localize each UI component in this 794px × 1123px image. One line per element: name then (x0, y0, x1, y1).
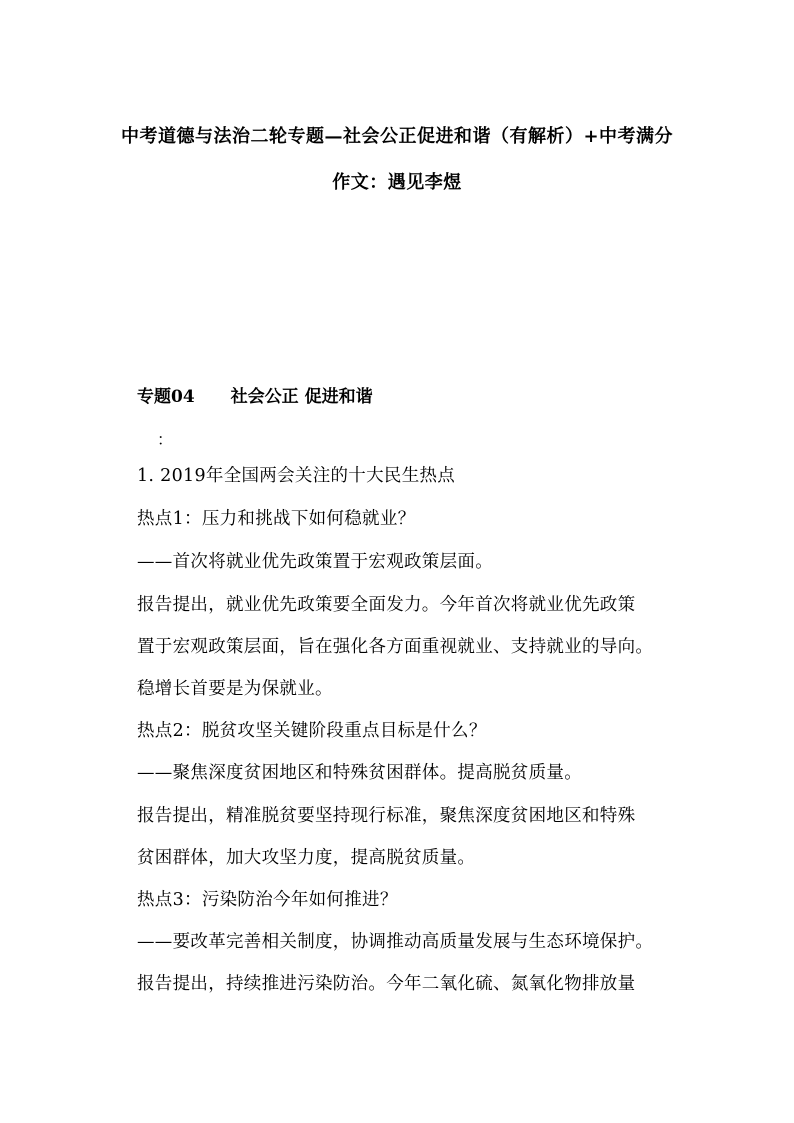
body-line: ——聚焦深度贫困地区和特殊贫困群体。提高脱贫质量。 (137, 763, 582, 783)
body-line: 稳增长首要是为保就业。 (137, 679, 333, 699)
body-line: 贫困群体，加大攻坚力度，提高脱贫质量。 (137, 848, 476, 868)
body-line: 报告提出，就业优先政策要全面发力。今年首次将就业优先政策 (137, 595, 636, 615)
document-title-line-1: 中考道德与法治二轮专题—社会公正促进和谐（有解析）+中考满分 (120, 126, 674, 147)
body-line: ——首次将就业优先政策置于宏观政策层面。 (137, 552, 493, 572)
document-title-line-2: 作文：遇见李煜 (332, 172, 462, 193)
body-line: 热点3：污染防治今年如何推进？ (137, 890, 398, 910)
body-line: 报告提出，精准脱贫要坚持现行标准，聚焦深度贫困地区和特殊 (137, 806, 636, 826)
body-line: 热点1：压力和挑战下如何稳就业？ (137, 509, 416, 529)
section-name: 社会公正 促进和谐 (230, 387, 373, 407)
stray-colon: ： (157, 430, 174, 449)
body-line: ——要改革完善相关制度，协调推动高质量发展与生态环境保护。 (137, 932, 654, 952)
section-heading (137, 382, 373, 407)
section-number: 专题04 (137, 387, 195, 407)
body-line: 热点2：脱贫攻坚关键阶段重点目标是什么？ (137, 721, 487, 741)
body-line: 置于宏观政策层面，旨在强化各方面重视就业、支持就业的导向。 (137, 637, 654, 657)
body-line: 报告提出，持续推进污染防治。今年二氧化硫、氮氧化物排放量 (137, 974, 636, 994)
body-line: 1. 2019年全国两会关注的十大民生热点 (137, 466, 456, 486)
